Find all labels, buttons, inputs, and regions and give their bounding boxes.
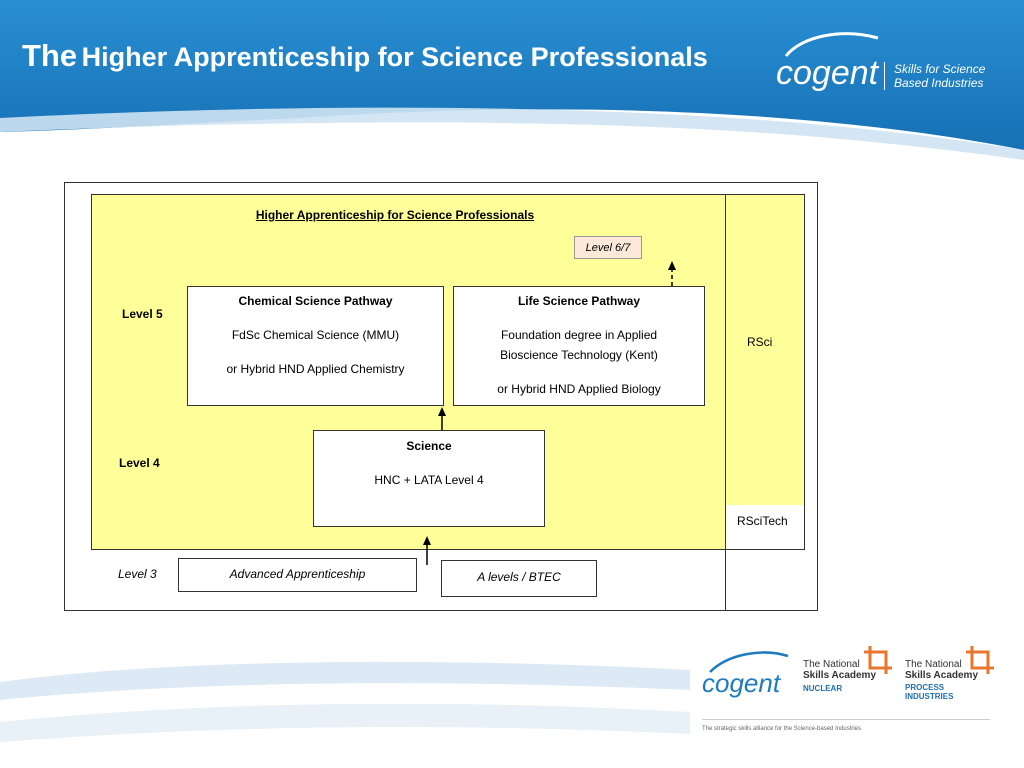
nsa2-line1: The National	[905, 659, 962, 670]
science-title: Science	[406, 439, 452, 453]
nsa2-sub1: PROCESS	[905, 683, 945, 692]
title-rest: Higher Apprenticeship for Science Professionals	[81, 42, 708, 72]
life-line1b: Bioscience Technology (Kent)	[500, 348, 658, 362]
nsa-process-crop-icon	[964, 644, 996, 676]
life-line1a: Foundation degree in Applied	[500, 328, 658, 342]
title-prefix: The	[22, 38, 78, 73]
level-67-box: Level 6/7	[574, 236, 642, 259]
life-science-pathway-box	[453, 286, 705, 406]
level-5-label: Level 5	[122, 307, 163, 321]
rsci-label: RSci	[747, 335, 773, 349]
chemical-science-pathway-box	[187, 286, 444, 406]
nsa1-line2: Skills Academy	[803, 670, 877, 681]
level-3-label: Level 3	[118, 567, 157, 581]
chem-title: Chemical Science Pathway	[238, 294, 393, 308]
footer-cogent-logo: cogent	[702, 668, 781, 698]
advanced-apprenticeship-box: Advanced Apprenticeship	[178, 558, 417, 592]
logo-tagline	[894, 62, 985, 90]
life-title: Life Science Pathway	[517, 294, 641, 308]
nsa-nuclear-crop-icon	[862, 644, 894, 676]
logo-tagline-line1: Skills for Science	[894, 62, 986, 76]
science-box	[313, 430, 545, 527]
level-4-label: Level 4	[119, 456, 160, 470]
life-line2: or Hybrid HND Applied Biology	[497, 382, 661, 396]
footer-rule	[702, 719, 990, 720]
rscitech-label: RSciTech	[737, 514, 788, 528]
nsa1-line1: The National	[803, 659, 860, 670]
chem-line1: FdSc Chemical Science (MMU)	[231, 328, 400, 342]
science-line1: HNC + LATA Level 4	[374, 473, 484, 487]
nsa2-sub2: INDUSTRIES	[905, 692, 954, 701]
header-cogent-logo: cogent	[776, 54, 879, 92]
footer-tagline: The strategic skills alliance for the Science-based Industries	[702, 726, 862, 732]
diagram-heading: Higher Apprenticeship for Science Professionals	[255, 208, 535, 222]
nsa1-sub: NUCLEAR	[803, 684, 843, 693]
page-title	[22, 38, 708, 74]
nsa2-line2: Skills Academy	[905, 670, 979, 681]
logo-tagline-line2: Based Industries	[894, 76, 984, 90]
a-levels-btec-box: A levels / BTEC	[441, 560, 597, 597]
chem-line2: or Hybrid HND Applied Chemistry	[226, 362, 405, 376]
logo-separator	[884, 62, 885, 90]
